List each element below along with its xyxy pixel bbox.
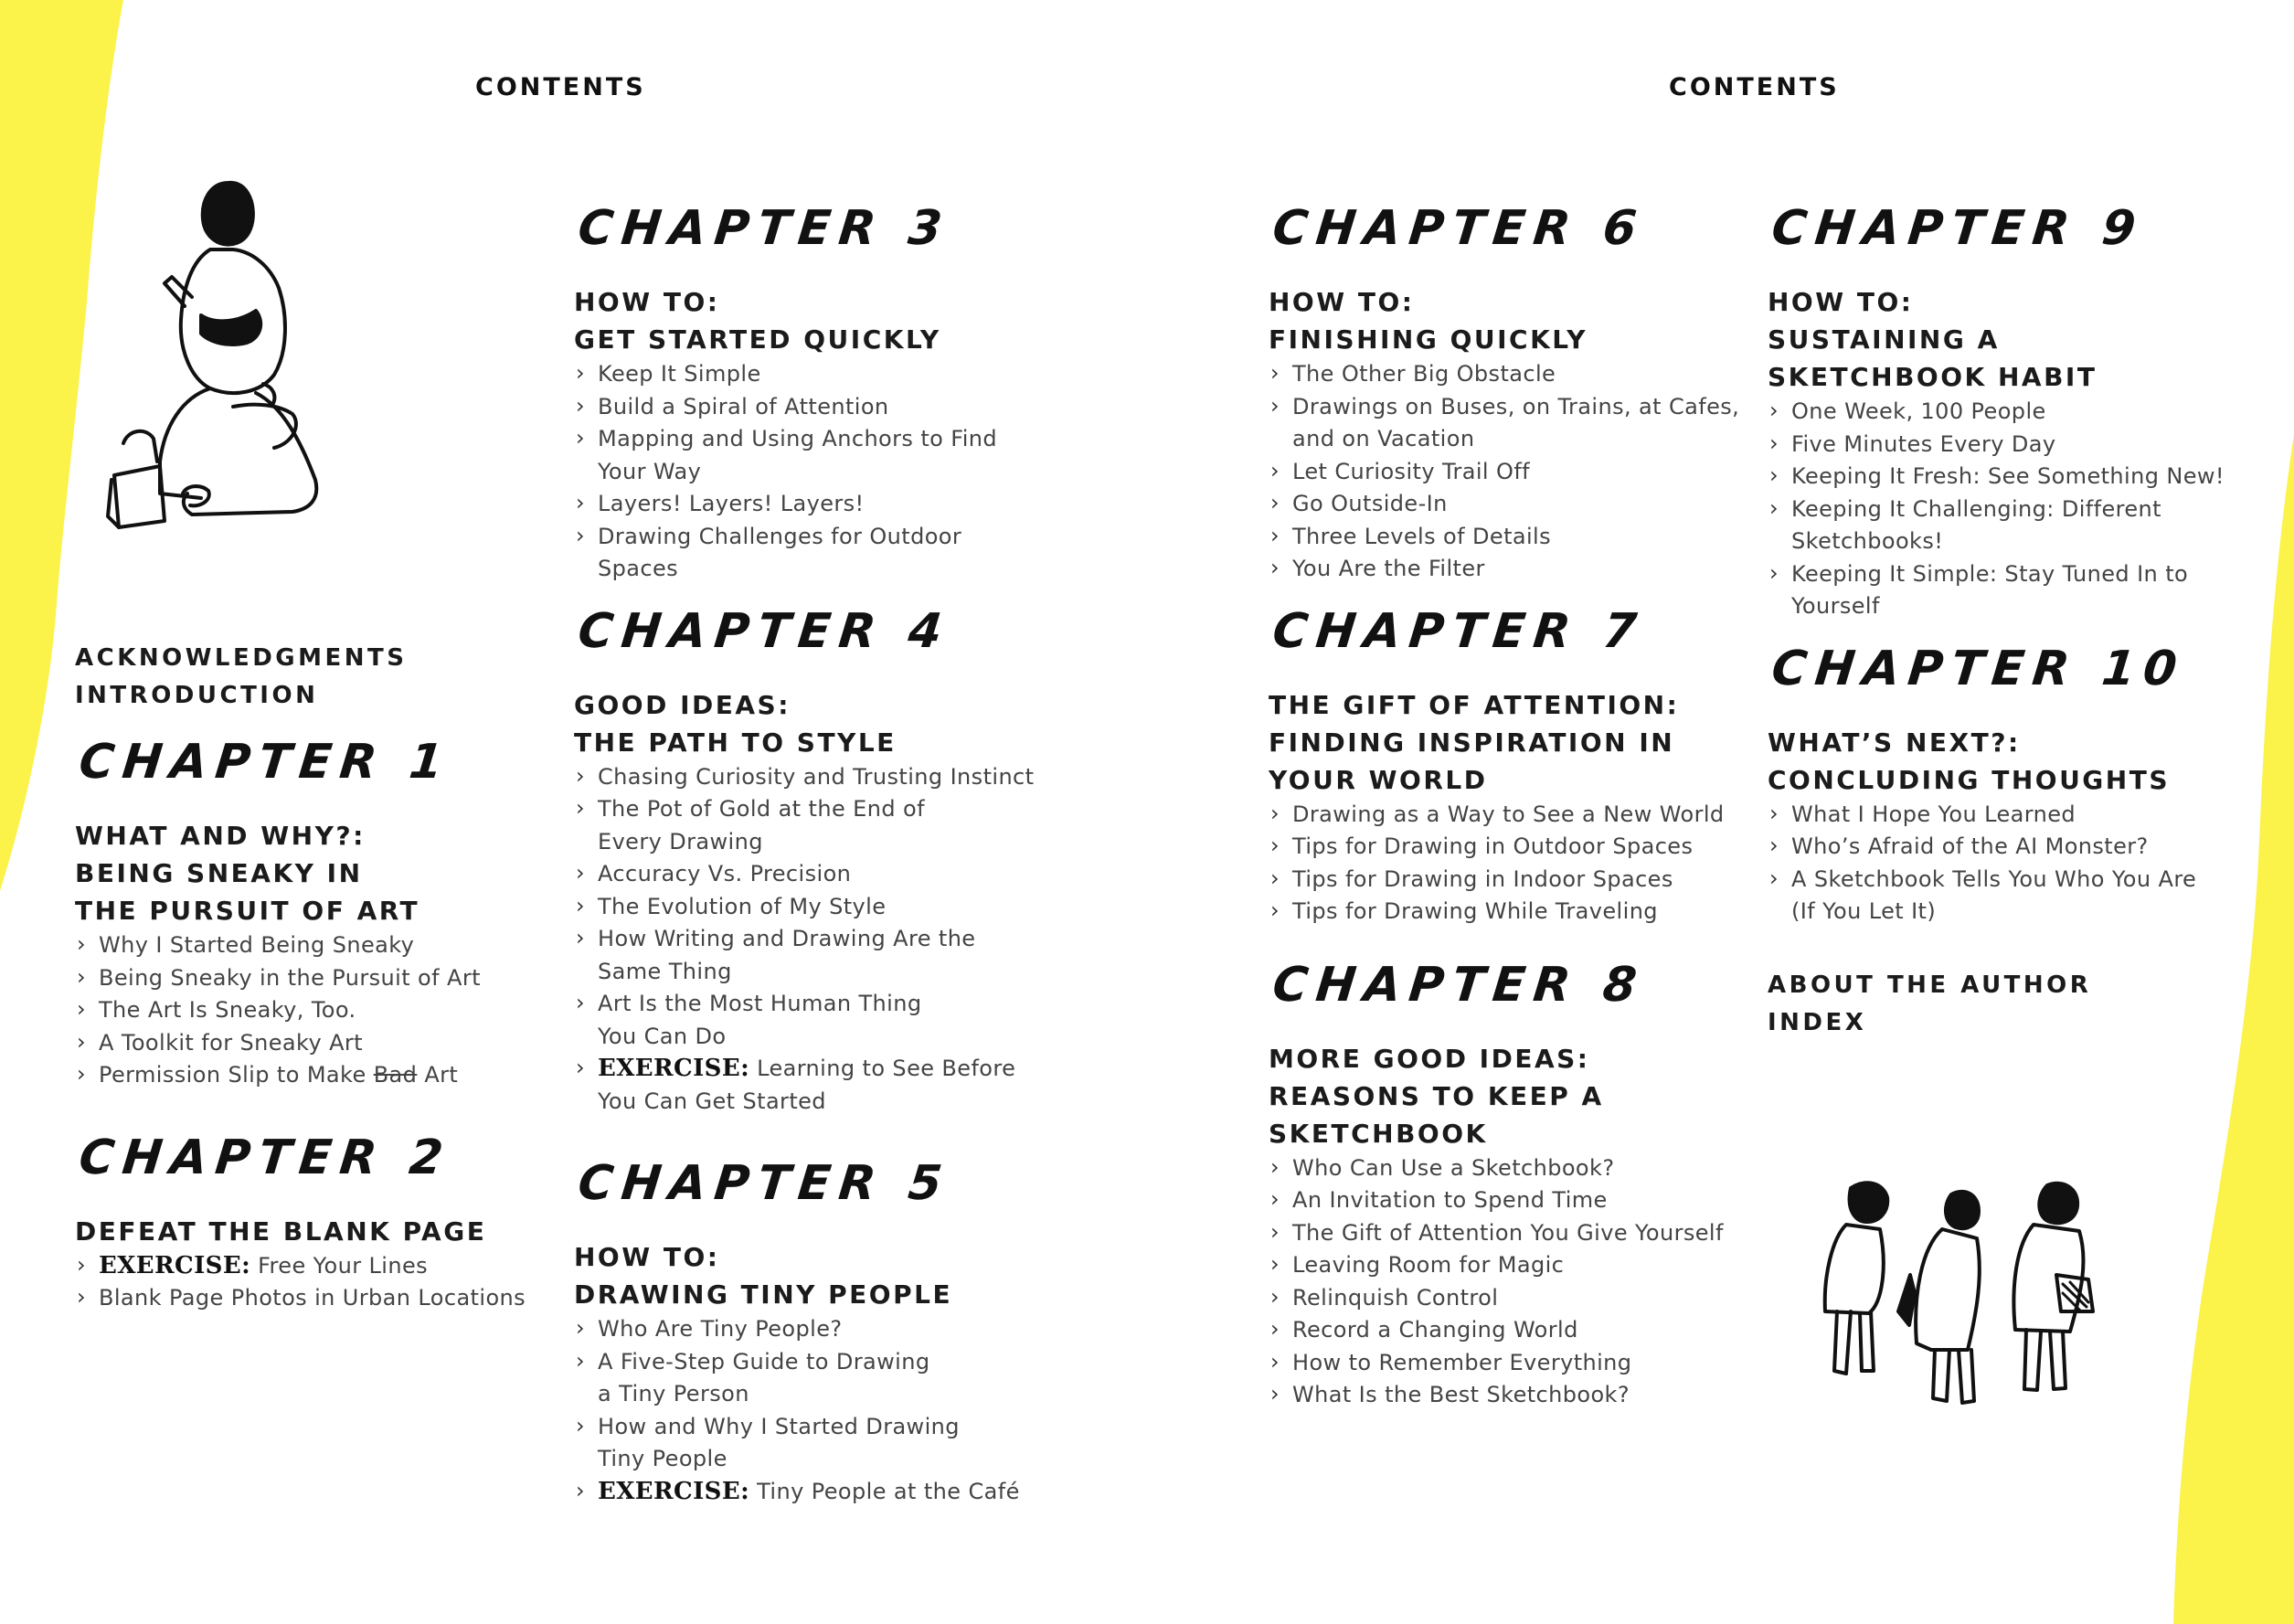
subtitle-line: BEING SNEAKY IN [75,858,363,888]
chapter-subtitle [75,1213,550,1250]
subtitle-line: THE PURSUIT OF ART [75,896,420,926]
contents-header-right: CONTENTS [1669,73,1840,101]
front-matter [75,640,550,715]
toc-item[interactable]: › How to Remember Everything [1269,1347,1744,1380]
toc-item[interactable]: › What Is the Best Sketchbook? [1269,1379,1744,1412]
subtitle-line: DRAWING TINY PEOPLE [574,1279,953,1310]
toc-item[interactable]: › Blank Page Photos in Urban Locations [75,1282,550,1315]
chapter-subtitle [1269,283,1744,358]
subtitle-line: CONCLUDING THOUGHTS [1768,764,2170,795]
exercise-label: EXERCISE: [598,1477,750,1505]
chapter-items [1768,396,2243,623]
chapter-title[interactable]: CHAPTER 4 [575,603,953,659]
toc-item[interactable]: › Mapping and Using Anchors to Find Your Way [574,423,1049,488]
toc-item[interactable]: › The Evolution of My Style [574,891,1049,924]
subtitle-line: WHAT AND WHY?: [75,821,366,851]
toc-item[interactable]: › Accuracy Vs. Precision [574,858,1049,891]
strikethrough-word: Bad [373,1062,418,1088]
toc-item[interactable]: › Record a Changing World [1269,1314,1744,1347]
subtitle-line: THE GIFT OF ATTENTION: [1269,689,1680,720]
chapter-items [574,761,1049,1119]
chapter-items [1269,1152,1744,1412]
chapter-title[interactable]: CHAPTER 2 [76,1130,454,1185]
chapter-items [1768,799,2243,929]
subtitle-line: HOW TO: [574,287,720,317]
subtitle-line: DEFEAT THE BLANK PAGE [75,1215,487,1247]
chapter-6 [1269,199,1744,586]
about-the-author-entry[interactable]: ABOUT THE AUTHOR [1768,971,2092,999]
subtitle-line: MORE GOOD IDEAS: [1269,1043,1590,1074]
subtitle-line: YOUR WORLD [1269,764,1488,795]
toc-item[interactable]: › Keeping It Fresh: See Something New! [1768,461,2243,494]
index-entry[interactable]: INDEX [1768,1008,1867,1036]
toc-item[interactable]: › What I Hope You Learned [1768,799,2243,832]
chapter-3 [574,199,1049,586]
subtitle-line: WHAT’S NEXT?: [1768,727,2021,758]
chapter-5 [574,1154,1049,1508]
toc-item[interactable]: › Keep It Simple [574,358,1049,391]
toc-item[interactable]: › Tips for Drawing in Indoor Spaces [1269,864,1744,897]
toc-item[interactable]: › Build a Spiral of Attention [574,391,1049,424]
subtitle-line: SKETCHBOOK [1269,1118,1488,1149]
toc-item[interactable]: › Drawing as a Way to See a New World [1269,799,1744,832]
subtitle-line: THE PATH TO STYLE [574,727,897,758]
toc-item[interactable]: › A Five-Step Guide to Drawing a Tiny Person [574,1346,1049,1411]
column-1 [75,640,550,1315]
chapter-title[interactable]: CHAPTER 7 [1269,603,1648,659]
toc-item[interactable]: › A Toolkit for Sneaky Art [75,1027,550,1060]
toc-item[interactable]: › A Sketchbook Tells You Who You Are (If You Let It) [1768,864,2243,929]
chapter-2 [75,1129,550,1315]
chapter-title[interactable]: CHAPTER 9 [1768,201,2147,256]
subtitle-line: GET STARTED QUICKLY [574,324,941,355]
subtitle-line: SUSTAINING A [1768,324,2000,355]
chapter-title[interactable]: CHAPTER 3 [575,201,953,256]
toc-item[interactable]: › One Week, 100 People [1768,396,2243,429]
toc-item[interactable]: › How Writing and Drawing Are the Same Thing [574,923,1049,988]
subtitle-line: HOW TO: [1269,287,1415,317]
three-walkers-icon [1814,1174,2134,1417]
chapter-subtitle [574,1238,1049,1313]
chapter-title[interactable]: CHAPTER 6 [1269,201,1648,256]
toc-item[interactable]: › Keeping It Simple: Stay Tuned In to Yourself [1768,558,2243,623]
subtitle-line: REASONS TO KEEP A [1269,1080,1604,1111]
toc-item[interactable]: › Who Can Use a Sketchbook? [1269,1152,1744,1185]
chapter-title[interactable]: CHAPTER 8 [1269,957,1648,1013]
chapter-title[interactable]: CHAPTER 5 [575,1156,953,1211]
chapter-items [75,929,550,1092]
toc-item[interactable]: › Permission Slip to Make Bad Art [75,1059,550,1092]
chapter-subtitle [1269,686,1744,799]
toc-item[interactable]: › How and Why I Started Drawing Tiny People [574,1411,1049,1476]
chapter-items [1269,799,1744,929]
subtitle-line: GOOD IDEAS: [574,689,791,720]
toc-item[interactable]: › EXERCISE: Free Your Lines [75,1250,550,1283]
chapter-title[interactable]: CHAPTER 1 [76,735,454,790]
back-matter [1768,967,2243,1042]
toc-item[interactable]: › The Pot of Gold at the End of Every Drawing [574,793,1049,858]
subtitle-line: SKETCHBOOK HABIT [1768,362,2098,392]
chapter-items [574,1313,1049,1508]
chapter-subtitle [1768,283,2243,396]
chapter-10 [1768,640,2243,929]
exercise-label: EXERCISE: [598,1055,750,1082]
chapter-subtitle [1269,1040,1744,1152]
introduction-entry[interactable]: INTRODUCTION [75,682,319,709]
toc-item[interactable]: › Art Is the Most Human Thing You Can Do [574,988,1049,1053]
chapter-subtitle [1768,724,2243,799]
chapter-9 [1768,199,2243,623]
chapter-8 [1269,956,1744,1412]
toc-item[interactable]: › Why I Started Being Sneaky [75,929,550,962]
chapter-items [574,358,1049,586]
chapter-items [75,1250,550,1315]
toc-item[interactable]: › The Art Is Sneaky, Too. [75,994,550,1027]
toc-item[interactable]: › Who’s Afraid of the AI Monster? [1768,831,2243,864]
toc-item[interactable]: › Keeping It Challenging: Different Sketchbooks! [1768,494,2243,558]
contents-header-left: CONTENTS [475,73,646,101]
sketching-man-icon [73,169,375,535]
acknowledgments-entry[interactable]: ACKNOWLEDGMENTS [75,644,408,672]
toc-item[interactable]: › Leaving Room for Magic [1269,1249,1744,1282]
toc-item[interactable]: › Five Minutes Every Day [1768,429,2243,462]
toc-item[interactable]: › Who Are Tiny People? [574,1313,1049,1346]
subtitle-line: HOW TO: [1768,287,1914,317]
toc-item[interactable]: › EXERCISE: Learning to See Before You Can Get Started [574,1053,1049,1118]
chapter-subtitle [574,283,1049,358]
chapter-title[interactable]: CHAPTER 10 [1768,641,2188,696]
toc-item[interactable]: › An Invitation to Spend Time [1269,1184,1744,1217]
toc-item[interactable]: › Drawings on Buses, on Trains, at Cafes, and on Vacation [1269,391,1744,456]
toc-item[interactable]: › The Other Big Obstacle [1269,358,1744,391]
chapter-subtitle [75,817,550,929]
toc-item[interactable]: › Let Curiosity Trail Off [1269,456,1744,489]
toc-item[interactable]: › Go Outside-In [1269,488,1744,521]
chapter-4 [574,602,1049,1119]
column-2 [574,199,1049,1508]
toc-item[interactable]: › Chasing Curiosity and Trusting Instinct [574,761,1049,794]
chapter-1 [75,733,550,1092]
chapter-subtitle [574,686,1049,761]
column-4 [1768,199,2243,1042]
toc-item[interactable]: › Being Sneaky in the Pursuit of Art [75,962,550,995]
toc-item[interactable]: › Tips for Drawing While Traveling [1269,896,1744,929]
toc-item[interactable]: › You Are the Filter [1269,553,1744,586]
exercise-label: EXERCISE: [99,1251,251,1279]
toc-item[interactable]: › Three Levels of Details [1269,521,1744,554]
toc-item[interactable]: › Layers! Layers! Layers! [574,488,1049,521]
subtitle-line: FINISHING QUICKLY [1269,324,1588,355]
chapter-7 [1269,602,1744,929]
chapter-items [1269,358,1744,586]
toc-item[interactable]: › Relinquish Control [1269,1282,1744,1315]
toc-item[interactable]: › Tips for Drawing in Outdoor Spaces [1269,831,1744,864]
column-3 [1269,199,1744,1412]
subtitle-line: FINDING INSPIRATION IN [1269,727,1675,758]
toc-item[interactable]: › The Gift of Attention You Give Yourself [1269,1217,1744,1250]
toc-item[interactable]: › Drawing Challenges for Outdoor Spaces [574,521,1049,586]
toc-item[interactable]: › EXERCISE: Tiny People at the Café [574,1476,1049,1509]
subtitle-line: HOW TO: [574,1242,720,1272]
